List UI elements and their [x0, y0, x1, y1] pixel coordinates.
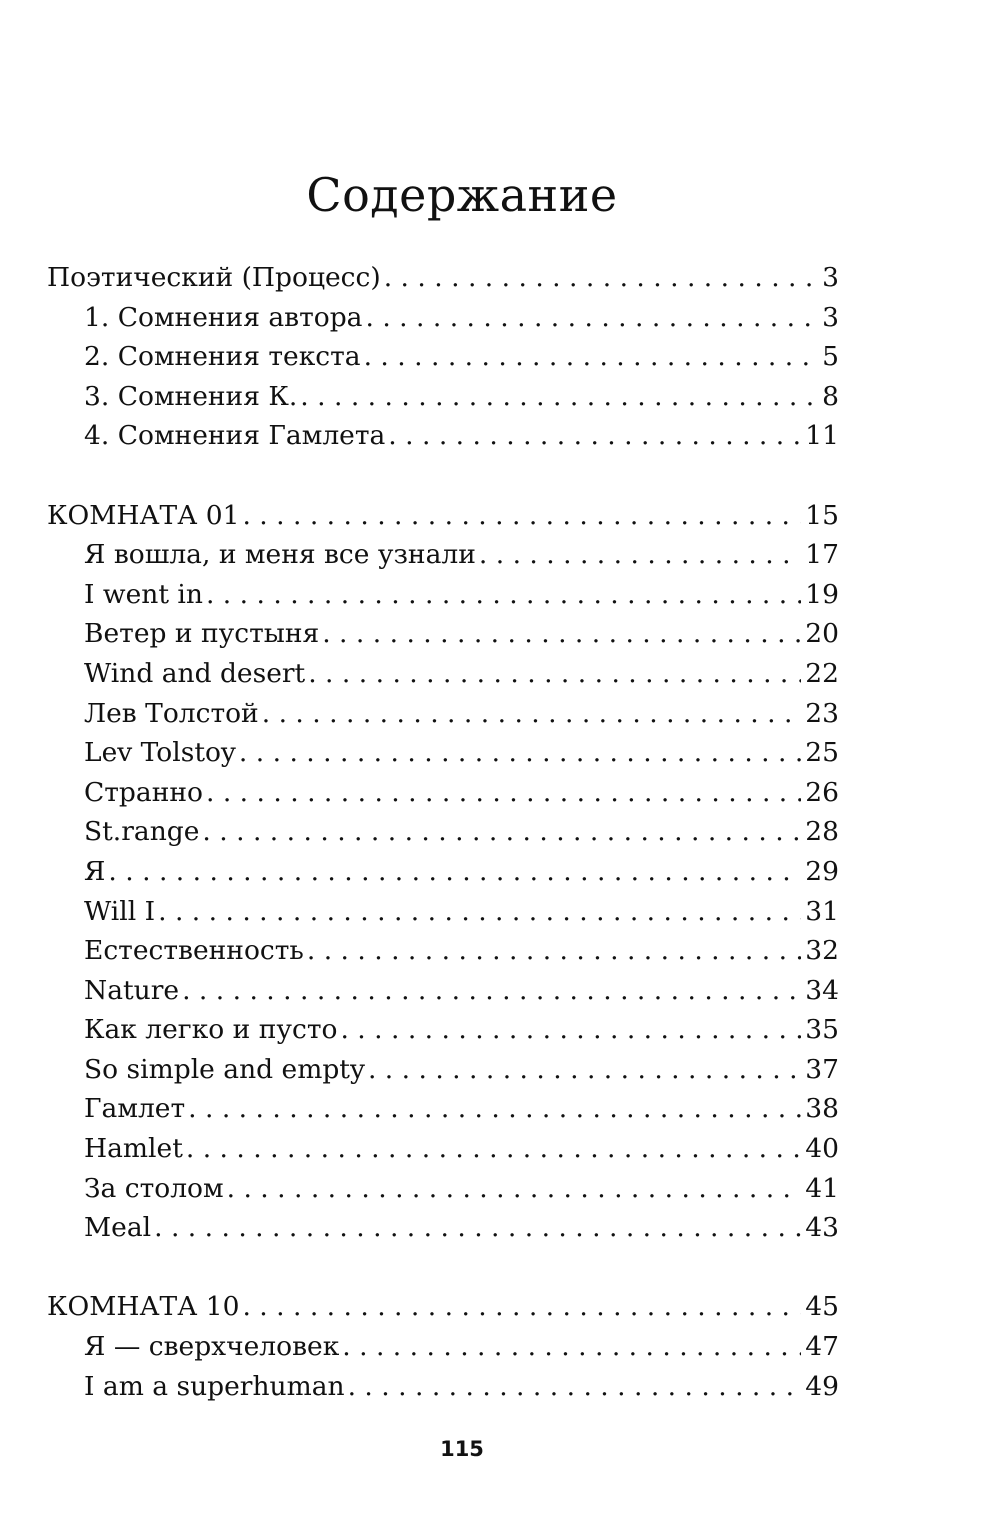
toc-entry-label: Странно: [84, 776, 203, 808]
dot-leader: [307, 935, 801, 966]
dot-leader: [206, 579, 801, 610]
toc-entry-page: 15: [805, 499, 839, 531]
toc-section-heading: [47, 262, 839, 302]
dot-leader: [182, 975, 801, 1006]
dot-leader: [242, 1291, 801, 1322]
dot-leader: [108, 856, 801, 887]
dot-leader: [188, 1093, 801, 1124]
toc-entry-label: Поэтический (Процесс): [47, 262, 381, 293]
toc-entry: [47, 381, 839, 421]
toc-entry-label: Как легко и пусто: [84, 1014, 338, 1046]
toc-entry-page: 3: [822, 301, 839, 333]
toc-entry-label: Nature: [84, 974, 180, 1006]
toc-entry-page: 25: [805, 737, 839, 769]
page-number: 115: [440, 1437, 484, 1461]
dot-leader: [300, 381, 818, 412]
toc-entry: [47, 975, 839, 1015]
toc-entry-label: Я: [84, 855, 106, 887]
toc-entry: [47, 420, 839, 460]
toc-entry: [47, 1371, 839, 1411]
toc-entry-label: 4. Сомнения Гамлета: [84, 420, 386, 452]
toc-entry-label: Я — сверхчеловек: [84, 1331, 340, 1363]
toc-entry-page: 20: [805, 618, 839, 650]
toc-entry-page: 40: [805, 1133, 839, 1165]
toc-entry-label: So simple and empty: [84, 1053, 365, 1085]
toc-entry-label: За столом: [84, 1172, 224, 1204]
dot-leader: [342, 1331, 801, 1362]
toc-entry-label: 3. Сомнения К.: [84, 380, 298, 412]
dot-leader: [384, 262, 818, 293]
toc-entry: [47, 777, 839, 817]
toc-entry-page: 5: [822, 341, 839, 373]
toc-entry-label: Лев Толстой: [84, 697, 259, 729]
toc-entry: [47, 341, 839, 381]
toc-entry: [47, 1014, 839, 1054]
dot-leader: [322, 618, 801, 649]
toc-entry: [47, 1331, 839, 1371]
toc-entry-page: 43: [805, 1212, 839, 1244]
toc-entry-page: 17: [805, 539, 839, 571]
toc-entry-label: 2. Сомнения текста: [84, 341, 361, 373]
toc-entry-page: 34: [805, 974, 839, 1006]
page-title: Содержание: [306, 168, 618, 222]
toc-entry-label: Lev Tolstoy: [84, 737, 236, 769]
dot-leader: [242, 500, 801, 531]
toc-entry: [47, 1054, 839, 1094]
toc-entry-page: 49: [805, 1370, 839, 1402]
toc-entry: [47, 1212, 839, 1252]
toc-section-heading: [47, 1291, 839, 1331]
toc-entry-page: 32: [805, 935, 839, 967]
dot-leader: [206, 777, 801, 808]
dot-leader: [202, 816, 801, 847]
toc-entry: [47, 737, 839, 777]
toc-entry-page: 22: [805, 657, 839, 689]
toc-entry-page: 8: [822, 380, 839, 412]
dot-leader: [368, 1054, 801, 1085]
table-of-contents: [47, 262, 839, 1410]
dot-leader: [239, 737, 801, 768]
toc-entry-label: Я вошла, и меня все узнали: [84, 539, 476, 571]
dot-leader: [186, 1133, 801, 1164]
toc-entry-label: St.range: [84, 816, 200, 848]
dot-leader: [158, 896, 801, 927]
toc-entry: [47, 856, 839, 896]
dot-leader: [308, 658, 801, 689]
dot-leader: [227, 1173, 802, 1204]
dot-leader: [365, 302, 818, 333]
toc-entry-page: 41: [805, 1172, 839, 1204]
toc-entry-label: Ветер и пустыня: [84, 618, 320, 650]
toc-entry-page: 28: [805, 816, 839, 848]
toc-entry-label: Meal: [84, 1212, 152, 1244]
dot-leader: [154, 1212, 801, 1243]
toc-entry-label: 1. Сомнения автора: [84, 301, 363, 333]
dot-leader: [479, 539, 801, 570]
toc-entry-page: 47: [805, 1331, 839, 1363]
toc-entry-label: Hamlet: [84, 1133, 183, 1165]
section-spacer: [47, 1252, 839, 1292]
toc-entry-label: Гамлет: [84, 1093, 186, 1125]
toc-entry: [47, 1093, 839, 1133]
toc-entry-label: КОМНАТА 01: [47, 499, 240, 531]
dot-leader: [388, 420, 801, 451]
toc-entry-page: 45: [805, 1291, 839, 1323]
dot-leader: [348, 1371, 802, 1402]
toc-entry: [47, 698, 839, 738]
toc-entry: [47, 935, 839, 975]
toc-entry-page: 31: [805, 895, 839, 927]
toc-section-heading: [47, 500, 839, 540]
toc-entry-page: 38: [805, 1093, 839, 1125]
toc-entry: [47, 618, 839, 658]
toc-entry-label: Естественность: [84, 935, 304, 967]
toc-entry-page: 29: [805, 855, 839, 887]
toc-entry-label: Wind and desert: [84, 657, 306, 689]
toc-entry-page: 19: [805, 578, 839, 610]
toc-entry: [47, 539, 839, 579]
toc-entry-page: 3: [822, 262, 839, 293]
dot-leader: [340, 1014, 801, 1045]
toc-entry: [47, 816, 839, 856]
toc-entry: [47, 896, 839, 936]
toc-entry: [47, 302, 839, 342]
toc-entry-page: 37: [805, 1053, 839, 1085]
toc-entry: [47, 579, 839, 619]
toc-entry-page: 11: [805, 420, 839, 452]
toc-entry: [47, 1133, 839, 1173]
toc-entry-page: 23: [805, 697, 839, 729]
toc-entry: [47, 658, 839, 698]
toc-entry-page: 26: [805, 776, 839, 808]
toc-entry-label: I went in: [84, 578, 203, 610]
toc-entry-label: Will I: [84, 895, 156, 927]
dot-leader: [262, 698, 802, 729]
toc-entry-label: I am a superhuman: [84, 1370, 345, 1402]
dot-leader: [364, 341, 819, 372]
toc-entry: [47, 1173, 839, 1213]
toc-entry-page: 35: [805, 1014, 839, 1046]
toc-entry-label: КОМНАТА 10: [47, 1291, 240, 1323]
section-spacer: [47, 460, 839, 500]
